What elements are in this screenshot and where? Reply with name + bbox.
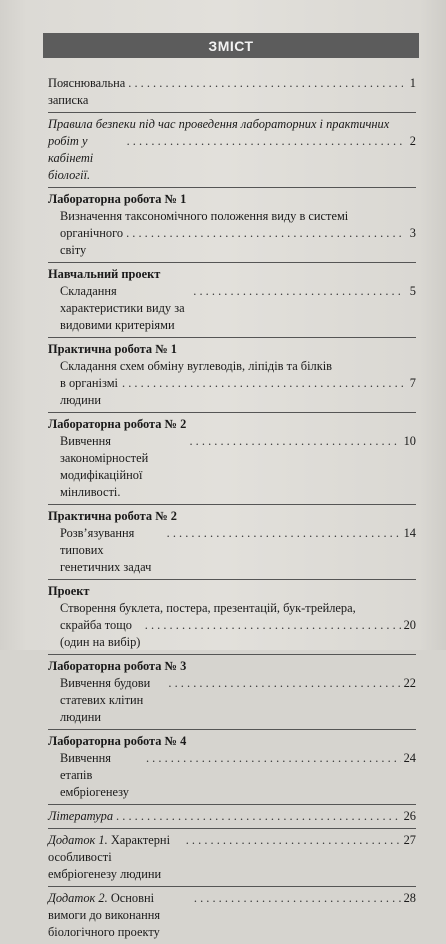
toc-entry-lab1[interactable]	[48, 188, 416, 262]
leader-dots	[145, 617, 401, 634]
entry-title-cont: в організмі людини	[60, 376, 118, 407]
entry-title: Характерні особливості ембріогенезу людини	[48, 833, 171, 881]
leader-dots	[128, 75, 403, 92]
toc-entry-prac1[interactable]	[48, 338, 416, 412]
entry-page: 22	[403, 676, 416, 690]
leader-dots	[116, 808, 401, 825]
leader-dots	[167, 525, 401, 542]
toc-entry-intro[interactable]	[48, 72, 416, 112]
leader-dots	[127, 133, 403, 150]
entry-heading: Проект	[48, 584, 90, 598]
toc-entry-lab3[interactable]	[48, 655, 416, 729]
entry-page: 2	[409, 134, 416, 148]
entry-title: Основні вимоги до виконання біологічного проекту	[48, 891, 161, 939]
toc-entry-project-edu[interactable]	[48, 263, 416, 337]
toc-title: ЗМІСТ	[208, 37, 254, 54]
entry-title: Складання схем обміну вуглеводів, ліпідів та білків	[60, 359, 333, 373]
toc-entry-lab4[interactable]	[48, 730, 416, 804]
toc-entry-lab2[interactable]	[48, 413, 416, 504]
leader-dots	[146, 750, 401, 767]
entry-title: Література	[48, 809, 114, 823]
leader-dots	[189, 433, 400, 450]
entry-title-cont: органічного світу	[60, 226, 124, 257]
toc-header-bar	[43, 33, 419, 58]
toc-entry-prac2[interactable]	[48, 505, 416, 579]
toc-entry-project[interactable]	[48, 580, 416, 654]
leader-dots	[186, 832, 401, 849]
entry-heading: Лабораторна робота № 4	[48, 734, 187, 748]
entry-page: 27	[403, 833, 416, 847]
entry-heading: Навчальний проект	[48, 267, 161, 281]
appendix-label: Додаток 2.	[48, 891, 108, 905]
entry-page: 5	[409, 284, 416, 298]
entry-page: 28	[403, 891, 416, 905]
entry-title: Складання характеристики виду за видовими критеріями	[60, 284, 185, 332]
entry-title: Вивчення етапів ембріогенезу	[60, 751, 130, 799]
entry-page: 24	[403, 751, 416, 765]
table-of-contents	[48, 72, 416, 944]
entry-title: Вивчення закономірностей модифікаційної мінливості.	[60, 434, 149, 499]
entry-page: 3	[409, 226, 416, 240]
entry-title: Правила безпеки під час проведення лабораторних і практичних	[48, 117, 390, 131]
toc-entry-appendix1[interactable]	[48, 829, 416, 886]
entry-heading: Лабораторна робота № 1	[48, 192, 187, 206]
entry-title-cont: скрайба тощо (один на вибір)	[60, 618, 141, 649]
toc-entry-appendix2[interactable]	[48, 887, 416, 944]
entry-title: Визначення таксономічного положення виду в системі	[60, 209, 349, 223]
entry-title: Пояснювальна записка	[48, 76, 126, 107]
entry-title: Вивчення будови статевих клітин людини	[60, 676, 151, 724]
entry-page: 14	[403, 526, 416, 540]
entry-page: 20	[403, 618, 416, 632]
entry-page: 10	[403, 434, 416, 448]
entry-heading: Лабораторна робота № 3	[48, 659, 187, 673]
entry-page: 26	[403, 809, 416, 823]
entry-page: 1	[409, 76, 416, 90]
entry-page: 7	[409, 376, 416, 390]
leader-dots	[168, 675, 400, 692]
leader-dots	[193, 283, 403, 300]
entry-heading: Практична робота № 2	[48, 509, 177, 523]
toc-entry-safety[interactable]	[48, 113, 416, 187]
entry-title-cont: робіт у кабінеті біології.	[48, 134, 94, 182]
entry-title: Створення буклета, постера, презентацій, бук-трейлера,	[60, 601, 356, 615]
entry-heading: Лабораторна робота № 2	[48, 417, 187, 431]
entry-title: Розв’язування типових генетичних задач	[60, 526, 152, 574]
appendix-label: Додаток 1.	[48, 833, 108, 847]
toc-entry-literature[interactable]	[48, 805, 416, 828]
leader-dots	[122, 375, 403, 392]
entry-heading: Практична робота № 1	[48, 342, 177, 356]
leader-dots	[194, 890, 401, 907]
leader-dots	[126, 225, 403, 242]
